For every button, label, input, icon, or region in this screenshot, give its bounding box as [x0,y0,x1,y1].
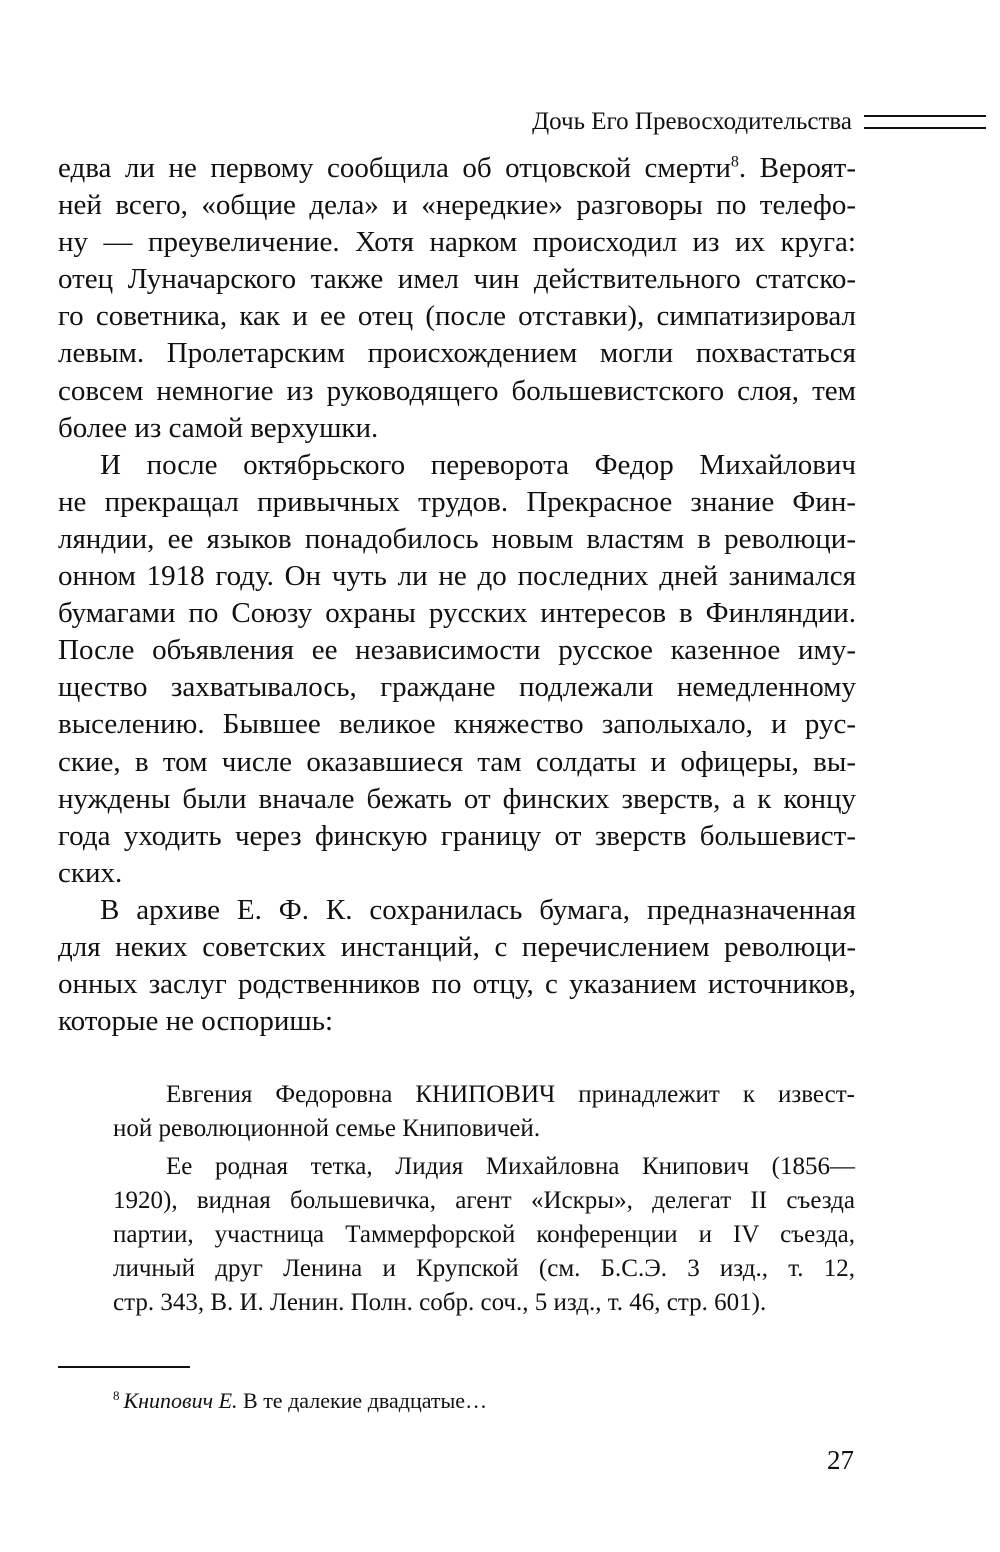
text-line: совсем немногие из руководящего большевистского слоя, тем [58,374,856,407]
quote-paragraph-2 [113,1150,855,1320]
text-line: го советника, как и ее отец (после отставки), симпатизировал [58,300,856,333]
text-line: выселению. Бывшее великое княжество заполыхало, и рус- [58,708,856,741]
footnote-separator [58,1366,190,1368]
text-line: В архиве Е. Ф. К. сохранилась бумага, предназначенная [100,893,856,926]
quote-line: 1920), видная большевичка, агент «Искры», делегат II съезда [113,1187,855,1214]
quote-line: стр. 343, В. И. Ленин. Полн. собр. соч., 5 изд., т. 46, стр. 601). [113,1289,767,1316]
footnote-author: Книпович Е. [123,1388,238,1413]
quote-line: Евгения Федоровна КНИПОВИЧ принадлежит к извест- [166,1081,855,1108]
footnote-number: 8 [113,1387,120,1403]
paragraph-1 [58,150,856,447]
text-line: ских. [58,856,123,889]
text-line: И после октябрьского переворота Федор Михайлович [100,448,856,481]
quote-line: ной революционной семье Книповичей. [113,1115,541,1142]
footnote-reference[interactable]: 8 [730,153,739,171]
text-line: отец Луначарского также имел чин действительного статско- [58,263,856,296]
footnote-title: В те далекие двадцатые… [237,1388,488,1413]
running-header [490,104,986,140]
text-line: не прекращал привычных трудов. Прекрасное знание Фин- [58,485,856,518]
text-line: едва ли не первому сообщила об отцовской смерти$^8$. Вероят- [58,152,856,184]
quote-line: личный друг Ленина и Крупской (см. Б.С.Э. 3 изд., т. 12, [113,1255,855,1282]
header-rule-top [864,115,986,117]
text-line: онных заслуг родственников по отцу, с указанием источников, [58,968,856,1001]
text-line: более из самой верхушки. [58,411,379,444]
text-line: ские, в том числе оказавшиеся там солдаты и офицеры, вы- [58,745,856,778]
quote-paragraph-1 [113,1078,855,1146]
text-line: ней всего, «общие дела» и «нередкие» разговоры по телефо- [58,189,856,222]
text-line: ну — преувеличение. Хотя нарком происходил из их круга: [58,226,856,259]
text-line: нуждены были вначале бежать от финских зверств, а к концу [58,782,856,815]
footnote [113,1386,487,1416]
text-line: щество захватывалось, граждане подлежали немедленному [58,671,856,704]
text-line: которые не оспоришь: [58,1005,334,1038]
text-line: для неких советских инстанций, с перечислением революци- [58,930,856,963]
text-line: После объявления ее независимости русское казенное иму- [58,634,856,667]
text-line: бумагами по Союзу охраны русских интересов в Финляндии. [58,597,856,630]
header-double-rule [864,115,986,129]
quote-line: Ее родная тетка, Лидия Михайловна Книпович (1856— [166,1153,855,1180]
page-number: 27 [827,1445,854,1475]
main-text [58,150,856,1040]
paragraph-3 [58,892,856,1040]
header-rule-bottom [864,127,986,129]
block-quote [113,1078,855,1320]
text-line: ляндии, ее языков понадобилось новым властям в революци- [58,522,856,555]
text-line: левым. Пролетарским происхождением могли похвастаться [58,337,856,370]
paragraph-2 [58,447,856,892]
text-line: года уходить через финскую границу от зверств большевист- [58,819,856,852]
quote-line: партии, участница Таммерфорской конференции и IV съезда, [113,1221,855,1248]
running-title: Дочь Его Превосходительства [532,108,852,135]
text-line: онном 1918 году. Он чуть ли не до последних дней занимался [58,560,856,593]
